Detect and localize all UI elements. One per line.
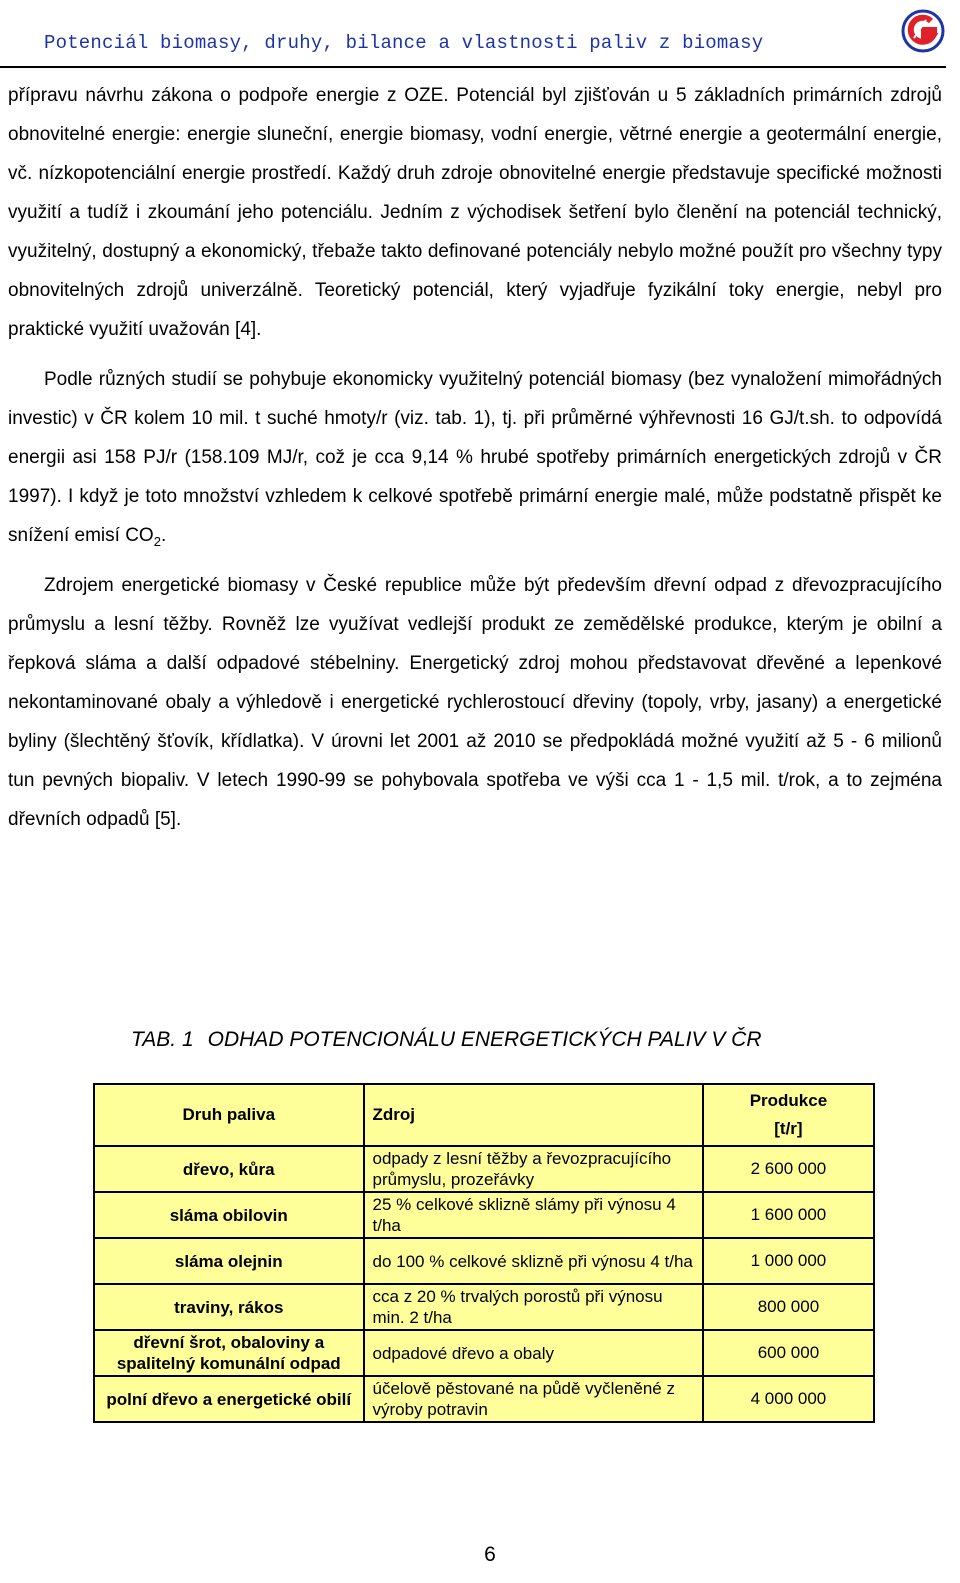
fuel-name: traviny, rákos xyxy=(94,1284,364,1330)
fuel-name: dřevo, kůra xyxy=(94,1146,364,1192)
table-row xyxy=(94,1146,874,1192)
paragraph-2-text: Podle různých studií se pohybuje ekonomicky využitelný potenciál biomasy (bez vynaložení mimořádných investic) v ČR kolem 10 mil. t suché hmoty/r (viz. tab. 1), tj. při průměrné výhřevnosti 16 GJ/t.sh. to odpovídá energii asi 158 PJ/r (158.109 MJ/r, což je cca 9,14 % hrubé spotřeby primárních energetických zdrojů v ČR 1997). I když je toto množství vzhledem k celkové spotřebě primární energie malé, může podstatně přispět ke snížení emisí CO xyxy=(8,369,942,546)
paragraph-3: Zdrojem energetické biomasy v České republice může být především dřevní odpad z dřevozpracujícího průmyslu a lesní těžby. Rovněž lze využívat vedlejší produkt ze zemědělské produkce, kterým je obilní a řepková sláma a další odpadové stébelniny. Energetický zdroj mohou představovat dřevěné a lepenkové nekontaminované obaly a výhledově i energetické rychlerostoucí dřeviny (topoly, vrby, jasany) a energetické byliny (šlechtěný šťovík, křídlatka). V úrovni let 2001 až 2010 se předpokládá možné využití až 5 - 6 milionů tun pevných biopaliv. V letech 1990-99 se pohybovala spotřeba ve výši cca 1 - 1,5 mil. t/rok, a to zejména dřevních odpadů [5]. xyxy=(8,575,942,830)
paragraph-2 xyxy=(8,360,942,555)
header-production xyxy=(703,1084,874,1146)
page-header xyxy=(0,0,960,76)
header-source: Zdroj xyxy=(364,1084,703,1146)
co2-subscript: 2 xyxy=(153,533,161,549)
page-number: 6 xyxy=(484,1543,496,1566)
paragraph-2-end: . xyxy=(160,525,167,546)
fuel-potential-table xyxy=(93,1083,875,1423)
fuel-source: 25 % celkové sklizně slámy při výnosu 4 t/ha xyxy=(364,1192,703,1238)
fuel-production: 1 000 000 xyxy=(703,1238,874,1284)
fuel-production: 1 600 000 xyxy=(703,1192,874,1238)
fuel-name: sláma obilovin xyxy=(94,1192,364,1238)
header-fuel-type: Druh paliva xyxy=(94,1084,364,1146)
table-row xyxy=(94,1330,874,1376)
fuel-name: polní dřevo a energetické obilí xyxy=(94,1376,364,1422)
fuel-source: účelově pěstované na půdě vyčleněné z výroby potravin xyxy=(364,1376,703,1422)
table-caption xyxy=(131,1028,762,1052)
header-production-unit: [t/r] xyxy=(774,1119,803,1138)
table-caption-text: ODHAD POTENCIONÁLU ENERGETICKÝCH PALIV V ČR xyxy=(207,1028,762,1051)
fuel-production: 600 000 xyxy=(703,1330,874,1376)
fuel-source: do 100 % celkové sklizně při výnosu 4 t/ha xyxy=(364,1238,703,1284)
header-production-label: Produkce xyxy=(749,1091,828,1110)
fuel-name: dřevní šrot, obaloviny a spalitelný komunální odpad xyxy=(94,1330,364,1376)
table-header-row xyxy=(94,1084,874,1146)
running-header-title: Potenciál biomasy, druhy, bilance a vlastnosti paliv z biomasy xyxy=(44,32,764,54)
table-row xyxy=(94,1376,874,1422)
table-row xyxy=(94,1192,874,1238)
fuel-name: sláma olejnin xyxy=(94,1238,364,1284)
fuel-production: 2 600 000 xyxy=(703,1146,874,1192)
body-text xyxy=(8,76,942,839)
table-row xyxy=(94,1238,874,1284)
fuel-production: 4 000 000 xyxy=(703,1376,874,1422)
fuel-production: 800 000 xyxy=(703,1284,874,1330)
table-row xyxy=(94,1284,874,1330)
header-rule xyxy=(0,66,946,68)
fuel-source: odpady z lesní těžby a řevozpracujícího průmyslu, prozeřávky xyxy=(364,1146,703,1192)
fuel-source: odpadové dřevo a obaly xyxy=(364,1330,703,1376)
publisher-logo-icon xyxy=(900,8,946,54)
paragraph-1: přípravu návrhu zákona o podpoře energie z OZE. Potenciál byl zjišťován u 5 základních primárních zdrojů obnovitelné energie: energie sluneční, energie biomasy, vodní energie, větrné energie a geotermální energie, vč. nízkopotenciální energie prostředí. Každý druh zdroje obnovitelné energie představuje specifické možnosti využití a tudíž i zkoumání jeho potenciálu. Jedním z východisek šetření bylo členění na potenciál technický, využitelný, dostupný a ekonomický, třebaže takto definované potenciály nebylo možné použít pro všechny typy obnovitelných zdrojů univerzálně. Teoretický potenciál, který vyjadřuje fyzikální toky energie, nebyl pro praktické využití uvažován [4]. xyxy=(8,85,942,340)
table-caption-number: TAB. 1 xyxy=(131,1028,194,1051)
fuel-source: cca z 20 % trvalých porostů při výnosu min. 2 t/ha xyxy=(364,1284,703,1330)
